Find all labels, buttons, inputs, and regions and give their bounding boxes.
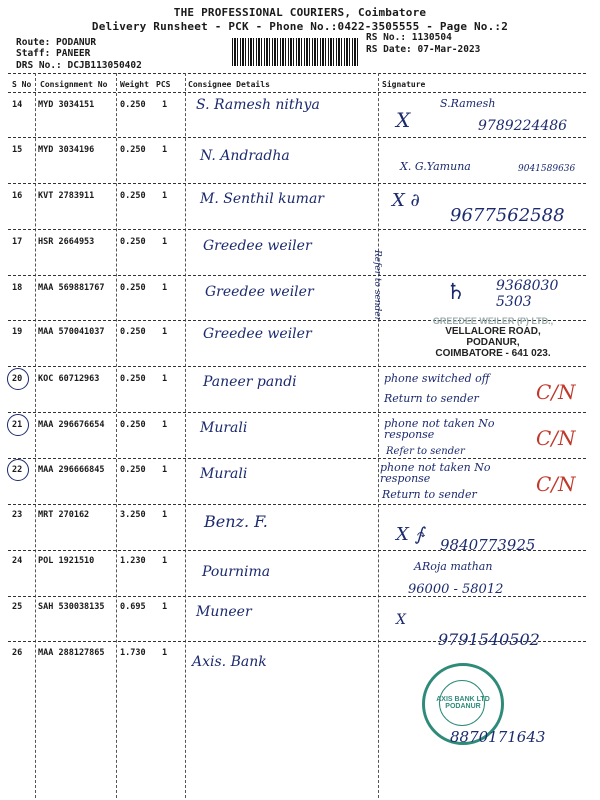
col-header-consignee: Consignee Details [188,80,270,89]
table-row-weight: 0.250 [120,374,146,384]
consignee-handwriting: M. Senthil kumar [200,191,324,207]
table-row-consignment: SAH 530038135 [38,602,105,612]
signature-mark: X [396,612,406,628]
table-row-weight: 0.250 [120,191,146,201]
row-separator [8,275,586,276]
consignee-handwriting: Paneer pandi [203,374,297,390]
consignee-handwriting: Murali [200,466,248,482]
header-bottom-rule [8,92,586,93]
table-row-weight: 0.250 [120,237,146,247]
signature-scribble: ♄ [446,280,466,305]
signature-phone: 9840773925 [440,536,536,554]
col-divider [185,73,186,798]
rs-no: RS No.: 1130504 [366,32,452,43]
signature-phone: 9677562588 [450,205,565,226]
refer-to-sender-note: Refer to sender [372,250,382,321]
table-row-consignment: MYD 3034151 [38,100,95,110]
table-row-sno: 18 [12,283,23,293]
col-header-signature: Signature [382,80,426,89]
col-divider [35,73,36,798]
table-row-sno: 25 [12,602,23,612]
table-row-sno: 24 [12,556,23,566]
table-row-sno: 14 [12,100,23,110]
signature-name: S.Ramesh [440,97,496,110]
table-row-sno: 17 [12,237,23,247]
delivery-remark: phone not taken No response [380,461,491,485]
table-row-sno: 23 [12,510,23,520]
staff-label: Staff: PANEER [16,48,91,59]
signature-name: ARoja mathan [414,560,493,573]
table-row-weight: 0.250 [120,327,146,337]
col-header-weight: Weight [120,80,149,89]
delivery-remark: Return to sender [382,488,477,501]
table-row-pcs: 1 [162,327,168,337]
signature-mark: X ∂ [392,190,420,211]
table-row-weight: 1.230 [120,556,146,566]
table-row-pcs: 1 [162,648,168,658]
table-row-sno: 26 [12,648,23,658]
consignee-handwriting: N. Andradha [200,148,290,164]
consignee-handwriting: Greedee weiler [205,284,314,300]
table-row-weight: 0.250 [120,145,146,155]
cn-mark: C/N [536,380,576,404]
route-label: Route: PODANUR [16,37,97,48]
row-separator [8,504,586,505]
col-header-sno: S No [12,80,32,89]
header-top-rule [8,73,586,74]
stamp-line: PODANUR, [466,337,520,348]
delivery-remark: phone switched off [384,372,490,385]
col-header-consignment: Consignment No [40,80,108,89]
table-row-pcs: 1 [162,100,168,110]
stamp-line: VELLALORE ROAD, [445,326,541,337]
table-row-consignment: MAA 296676654 [38,420,105,430]
rs-date: RS Date: 07-Mar-2023 [366,44,481,55]
table-row-weight: 1.730 [120,648,146,658]
table-row-sno: 15 [12,145,23,155]
consignee-handwriting: Benz. F. [204,512,268,531]
consignee-handwriting: S. Ramesh nithya [196,97,320,113]
table-row-consignment: HSR 2664953 [38,237,95,247]
row-separator [8,412,586,413]
table-row-pcs: 1 [162,237,168,247]
table-row-weight: 0.695 [120,602,146,612]
table-row-sno: 19 [12,327,23,337]
table-row-consignment: MAA 288127865 [38,648,105,658]
table-row-sno: 16 [12,191,23,201]
signature-mark: X [396,108,411,132]
table-row-sno: 21 [12,420,23,430]
company-title: THE PROFESSIONAL COURIERS, Coimbatore [173,6,427,19]
table-row-pcs: 1 [162,510,168,520]
signature-mark: X ∱ [396,524,424,545]
signature-phone: 8870171643 [450,728,546,746]
table-row-weight: 0.250 [120,465,146,475]
row-separator [8,229,586,230]
table-row-weight: 0.250 [120,283,146,293]
drs-label: DRS No.: DCJB113050402 [16,60,142,71]
signature-phone: 9789224486 [478,118,568,134]
col-header-pcs: PCS [156,80,171,89]
stamp-line: COIMBATORE - 641 023. [435,348,551,359]
barcode-image [232,38,360,66]
col-divider [378,73,379,798]
signature-phone: 9041589636 [518,164,576,174]
table-row-consignment: KOC 60712963 [38,374,100,384]
cn-mark: C/N [536,426,576,450]
table-row-weight: 0.250 [120,100,146,110]
consignee-handwriting: Muneer [196,604,252,620]
signature-phone: 9791540502 [438,630,540,649]
table-row-consignment: POL 1921510 [38,556,95,566]
table-row-consignment: KVT 2783911 [38,191,95,201]
row-separator [8,183,586,184]
stamp-line: GREEDEE WEILER (P) LTD., [432,316,554,326]
cn-mark: C/N [536,472,576,496]
signature-phone: 96000 - 58012 [408,582,504,597]
delivery-remark: Refer to sender [386,446,465,457]
runsheet-title: Delivery Runsheet - PCK - Phone No.:0422-3505555 - Page No.:2 [91,20,509,33]
consignee-handwriting: Greedee weiler [203,238,312,254]
company-stamp [408,316,578,359]
consignee-handwriting: Greedee weiler [203,326,312,342]
consignee-handwriting: Murali [200,420,248,436]
signature-phone: 9368030 5303 [496,278,559,310]
row-separator [8,366,586,367]
table-row-consignment: MRT 270162 [38,510,90,520]
table-row-weight: 0.250 [120,420,146,430]
table-row-pcs: 1 [162,374,168,384]
row-separator [8,458,586,459]
col-divider [116,73,117,798]
delivery-remark: Return to sender [384,392,479,405]
table-row-sno: 22 [12,465,23,475]
table-row-consignment: MAA 296666845 [38,465,105,475]
table-row-pcs: 1 [162,191,168,201]
row-separator [8,137,586,138]
signature-name: X. G.Yamuna [400,160,471,173]
table-row-consignment: MYD 3034196 [38,145,95,155]
consignee-handwriting: Pournima [202,564,271,580]
consignee-handwriting: Axis. Bank [192,654,267,670]
table-row-sno: 20 [12,374,23,384]
table-row-pcs: 1 [162,602,168,612]
table-row-consignment: MAA 570041037 [38,327,105,337]
table-row-pcs: 1 [162,465,168,475]
seal-text: AXIS BANK LTD PODANUR [436,696,490,710]
table-row-pcs: 1 [162,556,168,566]
table-row-weight: 3.250 [120,510,146,520]
delivery-remark: phone not taken No response [384,417,495,441]
table-row-consignment: MAA 569881767 [38,283,105,293]
table-row-pcs: 1 [162,420,168,430]
table-row-pcs: 1 [162,283,168,293]
table-row-pcs: 1 [162,145,168,155]
